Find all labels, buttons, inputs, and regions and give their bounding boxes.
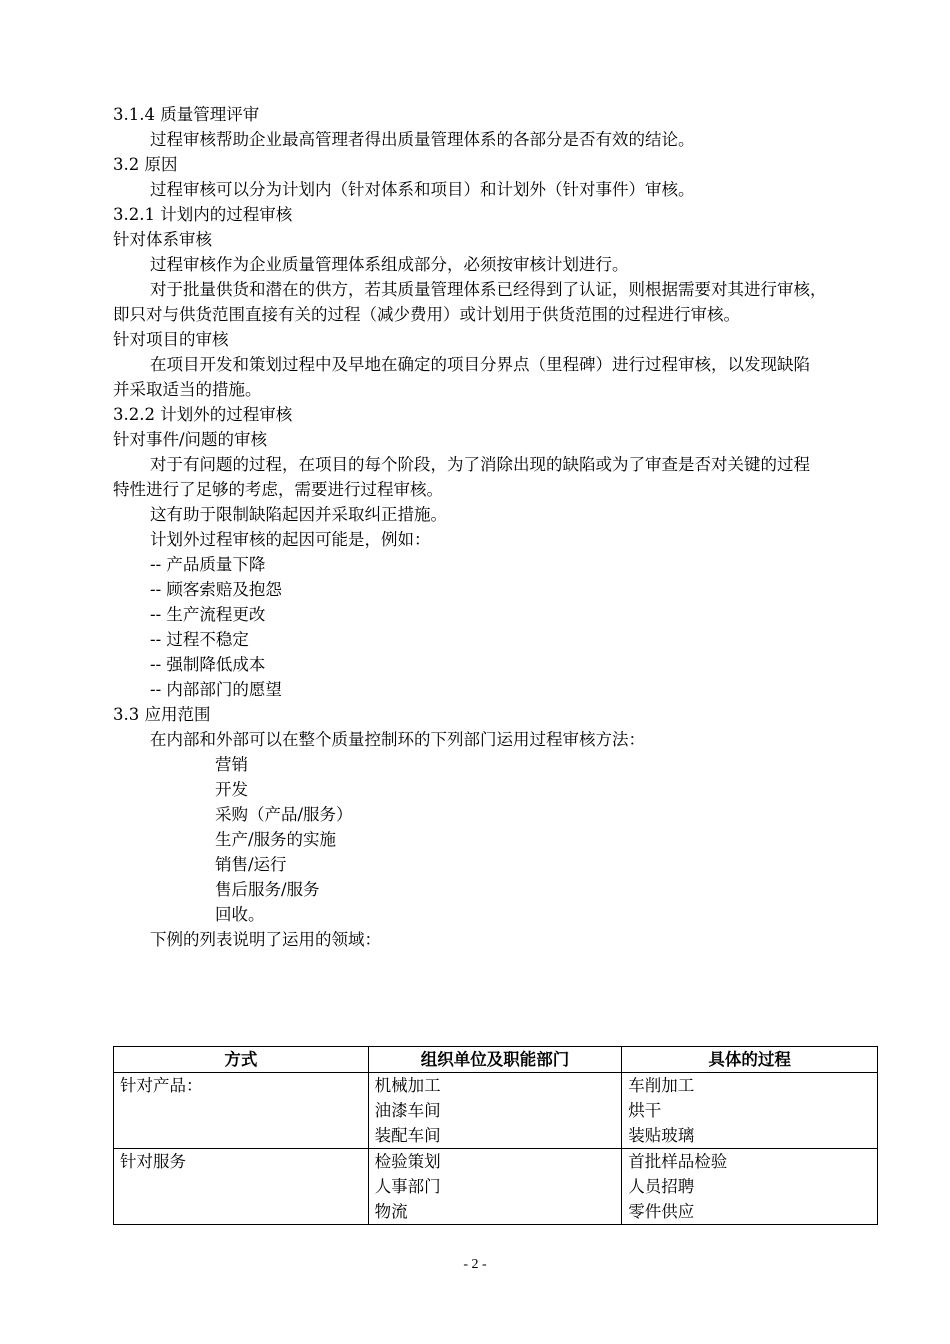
paragraph-line: 并采取适当的措施。	[113, 380, 262, 399]
paragraph-line: 在项目开发和策划过程中及早地在确定的项目分界点（里程碑）进行过程审核，以发现缺陷	[150, 355, 810, 374]
section-heading: 3.2 原因	[113, 155, 178, 174]
section-heading: 3.1.4 质量管理评审	[113, 105, 260, 124]
department-item: 生产/服务的实施	[215, 830, 337, 849]
bullet-item: -- 内部部门的愿望	[150, 680, 282, 699]
section-heading: 3.3 应用范围	[113, 705, 211, 724]
bullet-item: -- 生产流程更改	[150, 605, 266, 624]
bullet-item: -- 顾客索赔及抱怨	[150, 580, 282, 599]
cell-mode: 针对服务	[114, 1149, 369, 1225]
cell-mode: 针对产品：	[114, 1073, 369, 1149]
paragraph-line: 计划外过程审核的起因可能是，例如：	[150, 530, 431, 549]
page-number: - 2 -	[463, 1257, 487, 1272]
department-item: 开发	[215, 780, 248, 799]
section-heading: 针对事件/问题的审核	[113, 430, 268, 449]
paragraph-line: 即只对与供货范围直接有关的过程（减少费用）或计划用于供货范围的过程进行审核。	[113, 305, 740, 324]
section-heading: 3.2.1 计划内的过程审核	[113, 205, 293, 224]
header-processes: 具体的过程	[622, 1047, 878, 1073]
paragraph-line: 对于批量供货和潜在的供方，若其质量管理体系已经得到了认证，则根据需要对其进行审核，	[150, 280, 827, 299]
section-heading: 针对体系审核	[113, 230, 212, 249]
header-mode: 方式	[114, 1047, 369, 1073]
section-heading: 3.2.2 计划外的过程审核	[113, 405, 293, 424]
application-areas-table	[113, 1046, 878, 1225]
paragraph-line: 过程审核作为企业质量管理体系组成部分，必须按审核计划进行。	[150, 255, 629, 274]
paragraph-line: 过程审核帮助企业最高管理者得出质量管理体系的各部分是否有效的结论。	[150, 130, 695, 149]
bullet-item: -- 过程不稳定	[150, 630, 249, 649]
cell-units: 机械加工 油漆车间 装配车间	[368, 1073, 622, 1149]
paragraph-line: 这有助于限制缺陷起因并采取纠正措施。	[150, 505, 447, 524]
department-item: 回收。	[215, 905, 265, 924]
paragraph-line: 在内部和外部可以在整个质量控制环的下列部门运用过程审核方法：	[150, 730, 645, 749]
cell-units: 检验策划 人事部门 物流	[368, 1149, 622, 1225]
cell-processes: 首批样品检验 人员招聘 零件供应	[622, 1149, 878, 1225]
table-header-row	[114, 1047, 878, 1073]
bullet-item: -- 产品质量下降	[150, 555, 266, 574]
section-heading: 针对项目的审核	[113, 330, 229, 349]
table-row	[114, 1149, 878, 1225]
department-item: 营销	[215, 755, 248, 774]
department-item: 采购（产品/服务）	[215, 805, 353, 824]
cell-processes: 车削加工 烘干 装贴玻璃	[622, 1073, 878, 1149]
department-item: 销售/运行	[215, 855, 287, 874]
department-item: 售后服务/服务	[215, 880, 320, 899]
header-units: 组织单位及职能部门	[368, 1047, 622, 1073]
paragraph-line: 对于有问题的过程，在项目的每个阶段，为了消除出现的缺陷或为了审查是否对关键的过程	[150, 455, 810, 474]
paragraph-line: 特性进行了足够的考虑，需要进行过程审核。	[113, 480, 443, 499]
paragraph-line: 下例的列表说明了运用的领域：	[150, 930, 381, 949]
table-row	[114, 1073, 878, 1149]
paragraph-line: 过程审核可以分为计划内（针对体系和项目）和计划外（针对事件）审核。	[150, 180, 695, 199]
bullet-item: -- 强制降低成本	[150, 655, 266, 674]
